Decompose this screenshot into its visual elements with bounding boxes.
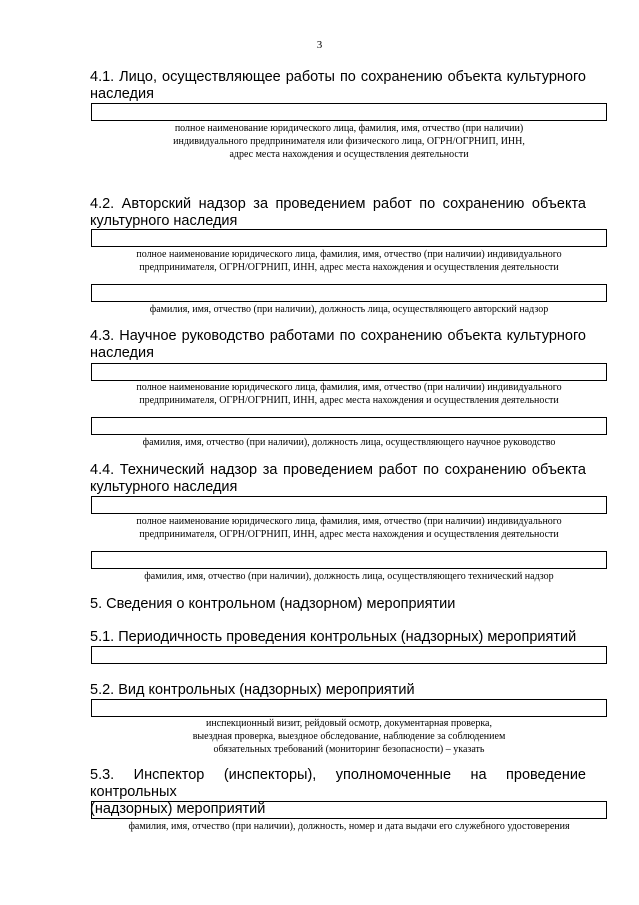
- section-4-4-person-field[interactable]: [91, 551, 607, 569]
- section-4-4-person-caption: фамилия, имя, отчество (при наличии), должность лица, осуществляющего технический надзор: [144, 571, 554, 582]
- section-4-2-person-field[interactable]: [91, 284, 607, 302]
- section-4-1-caption: полное наименование юридического лица, фамилия, имя, отчество (при наличии) индивидуального предпринимателя или физического лица, ОГРН/ОГРНИП, ИНН, адрес места нахождения и осуществления деятельности: [173, 123, 525, 160]
- section-5-2-heading: 5.2. Вид контрольных (надзорных) мероприятий: [90, 682, 415, 698]
- section-4-4-heading: 4.4. Технический надзор за проведением работ по сохранению объекта культурного наследия: [90, 462, 586, 495]
- section-4-3-org-field[interactable]: [91, 363, 607, 381]
- section-5-2-field[interactable]: [91, 699, 607, 717]
- section-4-2-heading: 4.2. Авторский надзор за проведением работ по сохранению объекта культурного наследия: [90, 196, 586, 229]
- section-4-3-org-caption: полное наименование юридического лица, фамилия, имя, отчество (при наличии) индивидуального предпринимателя, ОГРН/ОГРНИП, ИНН, адрес места нахождения и осуществления деятельности: [136, 382, 562, 406]
- section-5-3-heading: 5.3. Инспектор (инспекторы), уполномоченные на проведение контрольных (надзорных) мероприятий: [90, 767, 586, 817]
- section-4-3-heading: 4.3. Научное руководство работами по сохранению объекта культурного наследия: [90, 328, 586, 361]
- page-number: 3: [316, 39, 323, 51]
- section-4-2-org-field[interactable]: [91, 229, 607, 247]
- section-5-heading: 5. Сведения о контрольном (надзорном) мероприятии: [90, 596, 456, 612]
- section-5-1-heading: 5.1. Периодичность проведения контрольных (надзорных) мероприятий: [90, 629, 577, 645]
- section-4-2-person-caption: фамилия, имя, отчество (при наличии), должность лица, осуществляющего авторский надзор: [149, 304, 549, 315]
- section-5-1-field[interactable]: [91, 646, 607, 664]
- section-4-3-person-field[interactable]: [91, 417, 607, 435]
- section-4-1-field[interactable]: [91, 103, 607, 121]
- section-4-4-org-field[interactable]: [91, 496, 607, 514]
- section-4-1-heading: 4.1. Лицо, осуществляющее работы по сохранению объекта культурного наследия: [90, 69, 586, 102]
- section-5-2-caption: инспекционный визит, рейдовый осмотр, документарная проверка, выездная проверка, выездное обследование, наблюдение за соблюдением обязательных требований (мониторинг безопасности) – указать: [192, 718, 506, 755]
- section-4-3-person-caption: фамилия, имя, отчество (при наличии), должность лица, осуществляющего научное руководство: [142, 437, 556, 448]
- section-4-2-org-caption: полное наименование юридического лица, фамилия, имя, отчество (при наличии) индивидуального предпринимателя, ОГРН/ОГРНИП, ИНН, адрес места нахождения и осуществления деятельности: [136, 249, 562, 273]
- section-4-4-org-caption: полное наименование юридического лица, фамилия, имя, отчество (при наличии) индивидуального предпринимателя, ОГРН/ОГРНИП, ИНН, адрес места нахождения и осуществления деятельности: [136, 516, 562, 540]
- section-5-3-field[interactable]: [91, 801, 607, 819]
- section-5-3-caption: фамилия, имя, отчество (при наличии), должность, номер и дата выдачи его служебного удостоверения: [128, 821, 570, 832]
